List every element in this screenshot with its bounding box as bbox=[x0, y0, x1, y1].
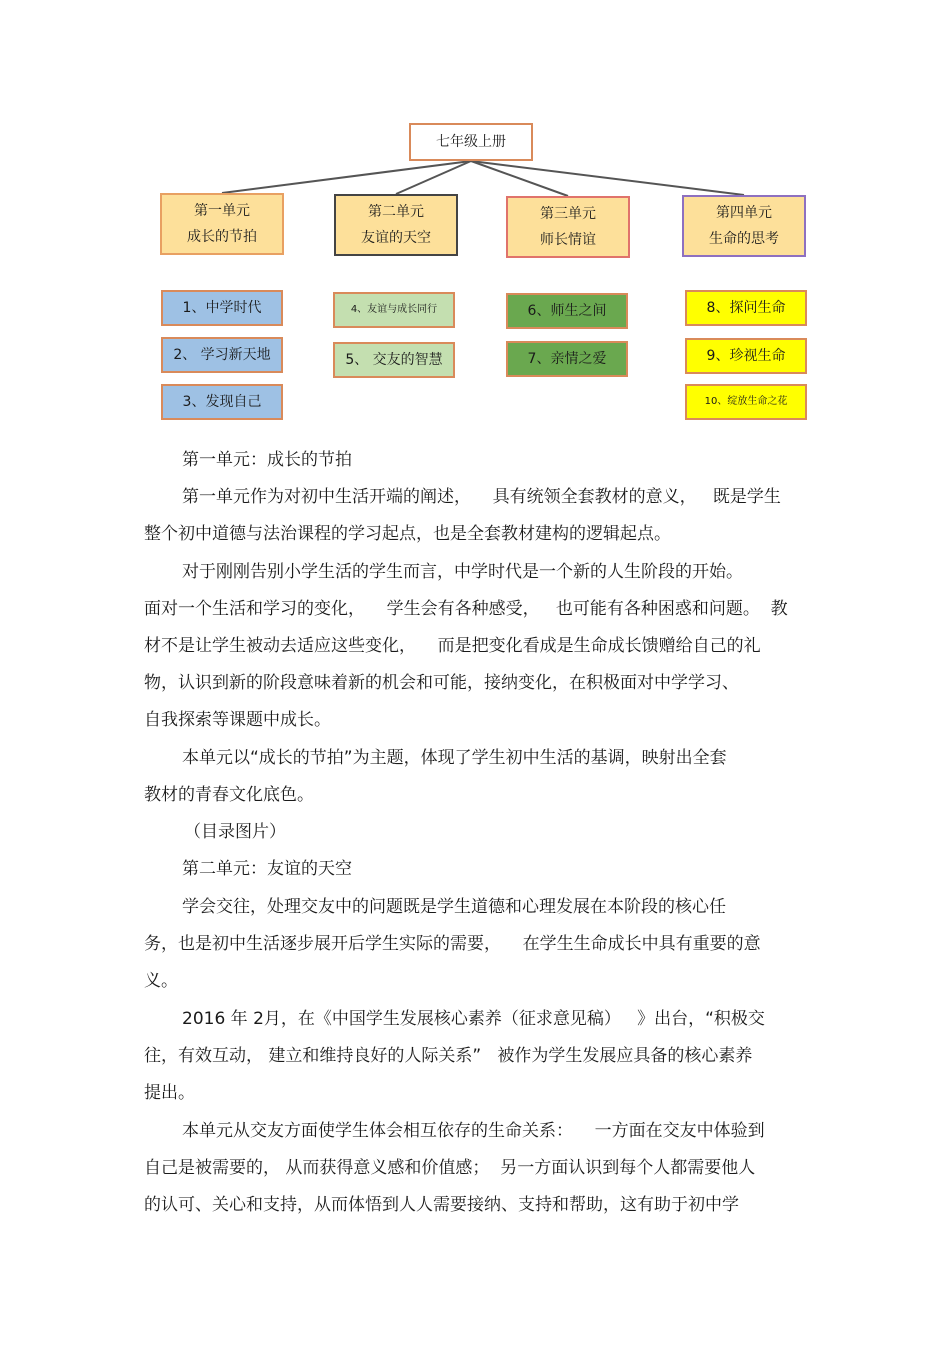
unit-4-box bbox=[682, 195, 806, 257]
lesson-7-label: 7、亲情之爱 bbox=[527, 351, 607, 367]
unit-3-box bbox=[506, 196, 630, 258]
lesson-8 bbox=[685, 290, 807, 326]
lesson-7 bbox=[506, 341, 628, 377]
unit-3-title: 师长情谊 bbox=[540, 232, 596, 248]
lesson-2 bbox=[161, 337, 283, 373]
lesson-5 bbox=[333, 342, 455, 378]
text-line: 往，有效互动， 建立和维持良好的人际关系” 被作为学生发展应具备的核心素养 bbox=[144, 1046, 753, 1066]
lesson-1 bbox=[161, 290, 283, 326]
lesson-9-label: 9、珍视生命 bbox=[706, 348, 786, 364]
text-line: 材不是让学生被动去适应这些变化， 而是把变化看成是生命成长馈赠给自己的礼 bbox=[144, 636, 761, 656]
text-line: 教材的青春文化底色。 bbox=[144, 785, 314, 805]
text-line: 面对一个生活和学习的变化， 学生会有各种感受， 也可能有各种困惑和问题。 教 bbox=[144, 599, 788, 619]
unit-2-title: 友谊的天空 bbox=[361, 230, 431, 246]
heading-unit-1: 第一单元：成长的节拍 bbox=[182, 450, 352, 470]
heading-unit-2: 第二单元：友谊的天空 bbox=[182, 859, 352, 879]
lesson-3 bbox=[161, 384, 283, 420]
root-label: 七年级上册 bbox=[436, 134, 506, 150]
lesson-8-label: 8、探问生命 bbox=[706, 300, 786, 316]
lesson-4-label: 4、友谊与成长同行 bbox=[350, 304, 438, 315]
text-line: 第一单元作为对初中生活开端的阐述， 具有统领全套教材的意义， 既是学生 bbox=[182, 487, 781, 507]
unit-3-number: 第三单元 bbox=[540, 206, 596, 222]
text-line: 的认可、关心和支持，从而体悟到人人需要接纳、支持和帮助，这有助于初中学 bbox=[144, 1195, 739, 1215]
text-line: 提出。 bbox=[144, 1083, 195, 1103]
lesson-2-label: 2、 学习新天地 bbox=[173, 347, 271, 363]
lesson-4 bbox=[333, 292, 455, 328]
text-line: 2016 年 2月，在《中国学生发展核心素养（征求意见稿） 》出台，“积极交 bbox=[182, 1009, 765, 1029]
unit-4-title: 生命的思考 bbox=[709, 231, 779, 247]
text-line: 整个初中道德与法治课程的学习起点，也是全套教材建构的逻辑起点。 bbox=[144, 524, 671, 544]
unit-1-title: 成长的节拍 bbox=[187, 229, 257, 245]
unit-4-number: 第四单元 bbox=[716, 205, 772, 221]
lesson-9 bbox=[685, 338, 807, 374]
diagram-root bbox=[409, 123, 533, 161]
lesson-1-label: 1、中学时代 bbox=[182, 300, 262, 316]
lesson-3-label: 3、发现自己 bbox=[182, 394, 262, 410]
unit-2-box bbox=[334, 194, 458, 256]
text-line: 学会交往，处理交友中的问题既是学生道德和心理发展在本阶段的核心任 bbox=[182, 897, 726, 917]
unit-1-number: 第一单元 bbox=[194, 203, 250, 219]
lesson-10-label: 10、绽放生命之花 bbox=[704, 396, 788, 407]
image-placeholder-note: （目录图片） bbox=[184, 822, 286, 842]
text-line: 自我探索等课题中成长。 bbox=[144, 710, 331, 730]
lesson-10 bbox=[685, 384, 807, 420]
text-line: 自己是被需要的， 从而获得意义感和价值感； 另一方面认识到每个人都需要他人 bbox=[144, 1158, 756, 1178]
text-line: 本单元从交友方面使学生体会相互依存的生命关系： 一方面在交友中体验到 bbox=[182, 1121, 765, 1141]
unit-1-box bbox=[160, 193, 284, 255]
unit-2-number: 第二单元 bbox=[368, 204, 424, 220]
text-line: 物，认识到新的阶段意味着新的机会和可能，接纳变化，在积极面对中学学习、 bbox=[144, 673, 739, 693]
text-line: 义。 bbox=[144, 971, 178, 991]
text-line: 对于刚刚告别小学生活的学生而言，中学时代是一个新的人生阶段的开始。 bbox=[182, 562, 743, 582]
lesson-5-label: 5、 交友的智慧 bbox=[345, 352, 443, 368]
lesson-6-label: 6、师生之间 bbox=[527, 303, 607, 319]
text-line: 务，也是初中生活逐步展开后学生实际的需要， 在学生生命成长中具有重要的意 bbox=[144, 934, 761, 954]
lesson-6 bbox=[506, 293, 628, 329]
text-line: 本单元以“成长的节拍”为主题，体现了学生初中生活的基调，映射出全套 bbox=[182, 748, 727, 768]
